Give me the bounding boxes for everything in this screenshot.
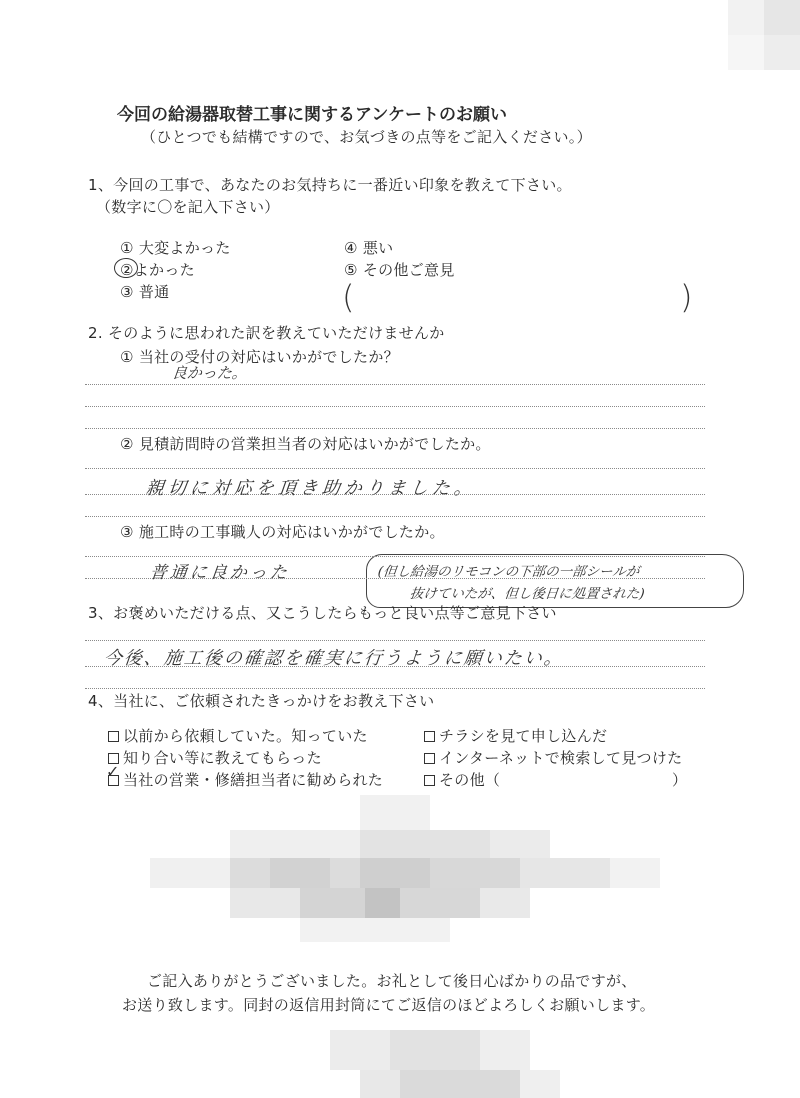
q4-option-internet [424,747,682,768]
q1-option-3: ③ 普通 [120,283,170,301]
q4-option-acquaintance [108,747,322,768]
page-subtitle: （ひとつでも結構ですので、お気づきの点等をご記入ください。） [141,128,592,146]
checkbox [424,731,435,742]
q1-option-2: ②よかった [120,261,195,279]
selected-option-circle [114,258,138,278]
option-label: 以前から依頼していた。知っていた [123,727,368,745]
answer-rule [85,494,705,495]
q4-option-other [424,769,500,790]
q4-option-previous [108,725,368,746]
option-label: チラシを見て申し込んだ [439,727,608,745]
q4-option-flyer [424,725,607,746]
q3-answer: 今後、施工後の確認を確実に行うように願いたい。 [102,648,565,669]
option-label: その他（ [439,771,501,789]
q1-option-4: ④ 悪い [344,239,394,257]
q2-sub2-answer: 親切に対応を頂き助かりました。 [144,478,477,499]
q2-sub3-answer: 普通に良かった [148,563,291,583]
option-label: 知り合い等に教えてもらった [123,749,322,767]
checkbox [424,753,435,764]
q2-sub3-note-line2: 抜けていたが、但し後日に処置された) [408,586,646,602]
q3-question: 3、お褒めいただける点、又こうしたらもっと良い点等ご意見下さい [88,604,557,622]
answer-rule [85,640,705,641]
answer-rule [85,688,705,689]
q4-question: 4、当社に、ご依頼されたきっかけをお教え下さい [88,692,435,710]
check-mark: ✓ [106,762,120,781]
answer-rule [85,578,705,579]
q4-option-sales-staff [108,769,383,790]
footer-line1: ご記入ありがとうございました。お礼として後日心ばかりの品ですが、 [147,972,637,990]
answer-rule [85,516,705,517]
q1-other-paren-close: ) [680,278,693,316]
page-title: 今回の給湯器取替工事に関するアンケートのお願い [117,105,507,125]
q2-sub1-answer: 良かった。 [171,364,248,382]
q1-instruction: （数字に〇を記入下さい） [96,198,280,216]
answer-rule [85,428,705,429]
footer-line2: お送り致します。同封の返信用封筒にてご返信のほどよろしくお願いします。 [122,996,656,1014]
answer-rule [85,406,705,407]
redacted-mosaic-top [728,0,800,70]
q2-question: 2. そのように思われた訳を教えていただけませんか [88,324,445,342]
checkbox [108,731,119,742]
q4-other-paren-close: ） [672,771,688,789]
option-label: インターネットで検索して見つけた [439,749,683,767]
option-label: 当社の営業・修繕担当者に勧められた [123,771,384,789]
answer-rule [85,666,705,667]
q2-sub3-note-line1: (但し給湯のリモコンの下部の一部シールが [376,564,641,580]
q1-option-5: ⑤ その他ご意見 [344,261,455,279]
q1-question: 1、今回の工事で、あなたのお気持ちに一番近い印象を教えて下さい。 [88,176,572,194]
answer-rule [85,556,705,557]
q1-other-paren-open: ( [342,278,355,316]
q2-sub2-label: ② 見積訪問時の営業担当者の対応はいかがでしたか。 [120,435,491,453]
answer-rule [85,468,705,469]
q2-sub1-label: ① 当社の受付の対応はいかがでしたか？ [120,348,399,366]
checkbox [424,775,435,786]
q2-sub3-label: ③ 施工時の工事職人の対応はいかがでしたか。 [120,523,445,541]
q1-option-1: ① 大変よかった [120,239,231,257]
answer-rule [85,384,705,385]
